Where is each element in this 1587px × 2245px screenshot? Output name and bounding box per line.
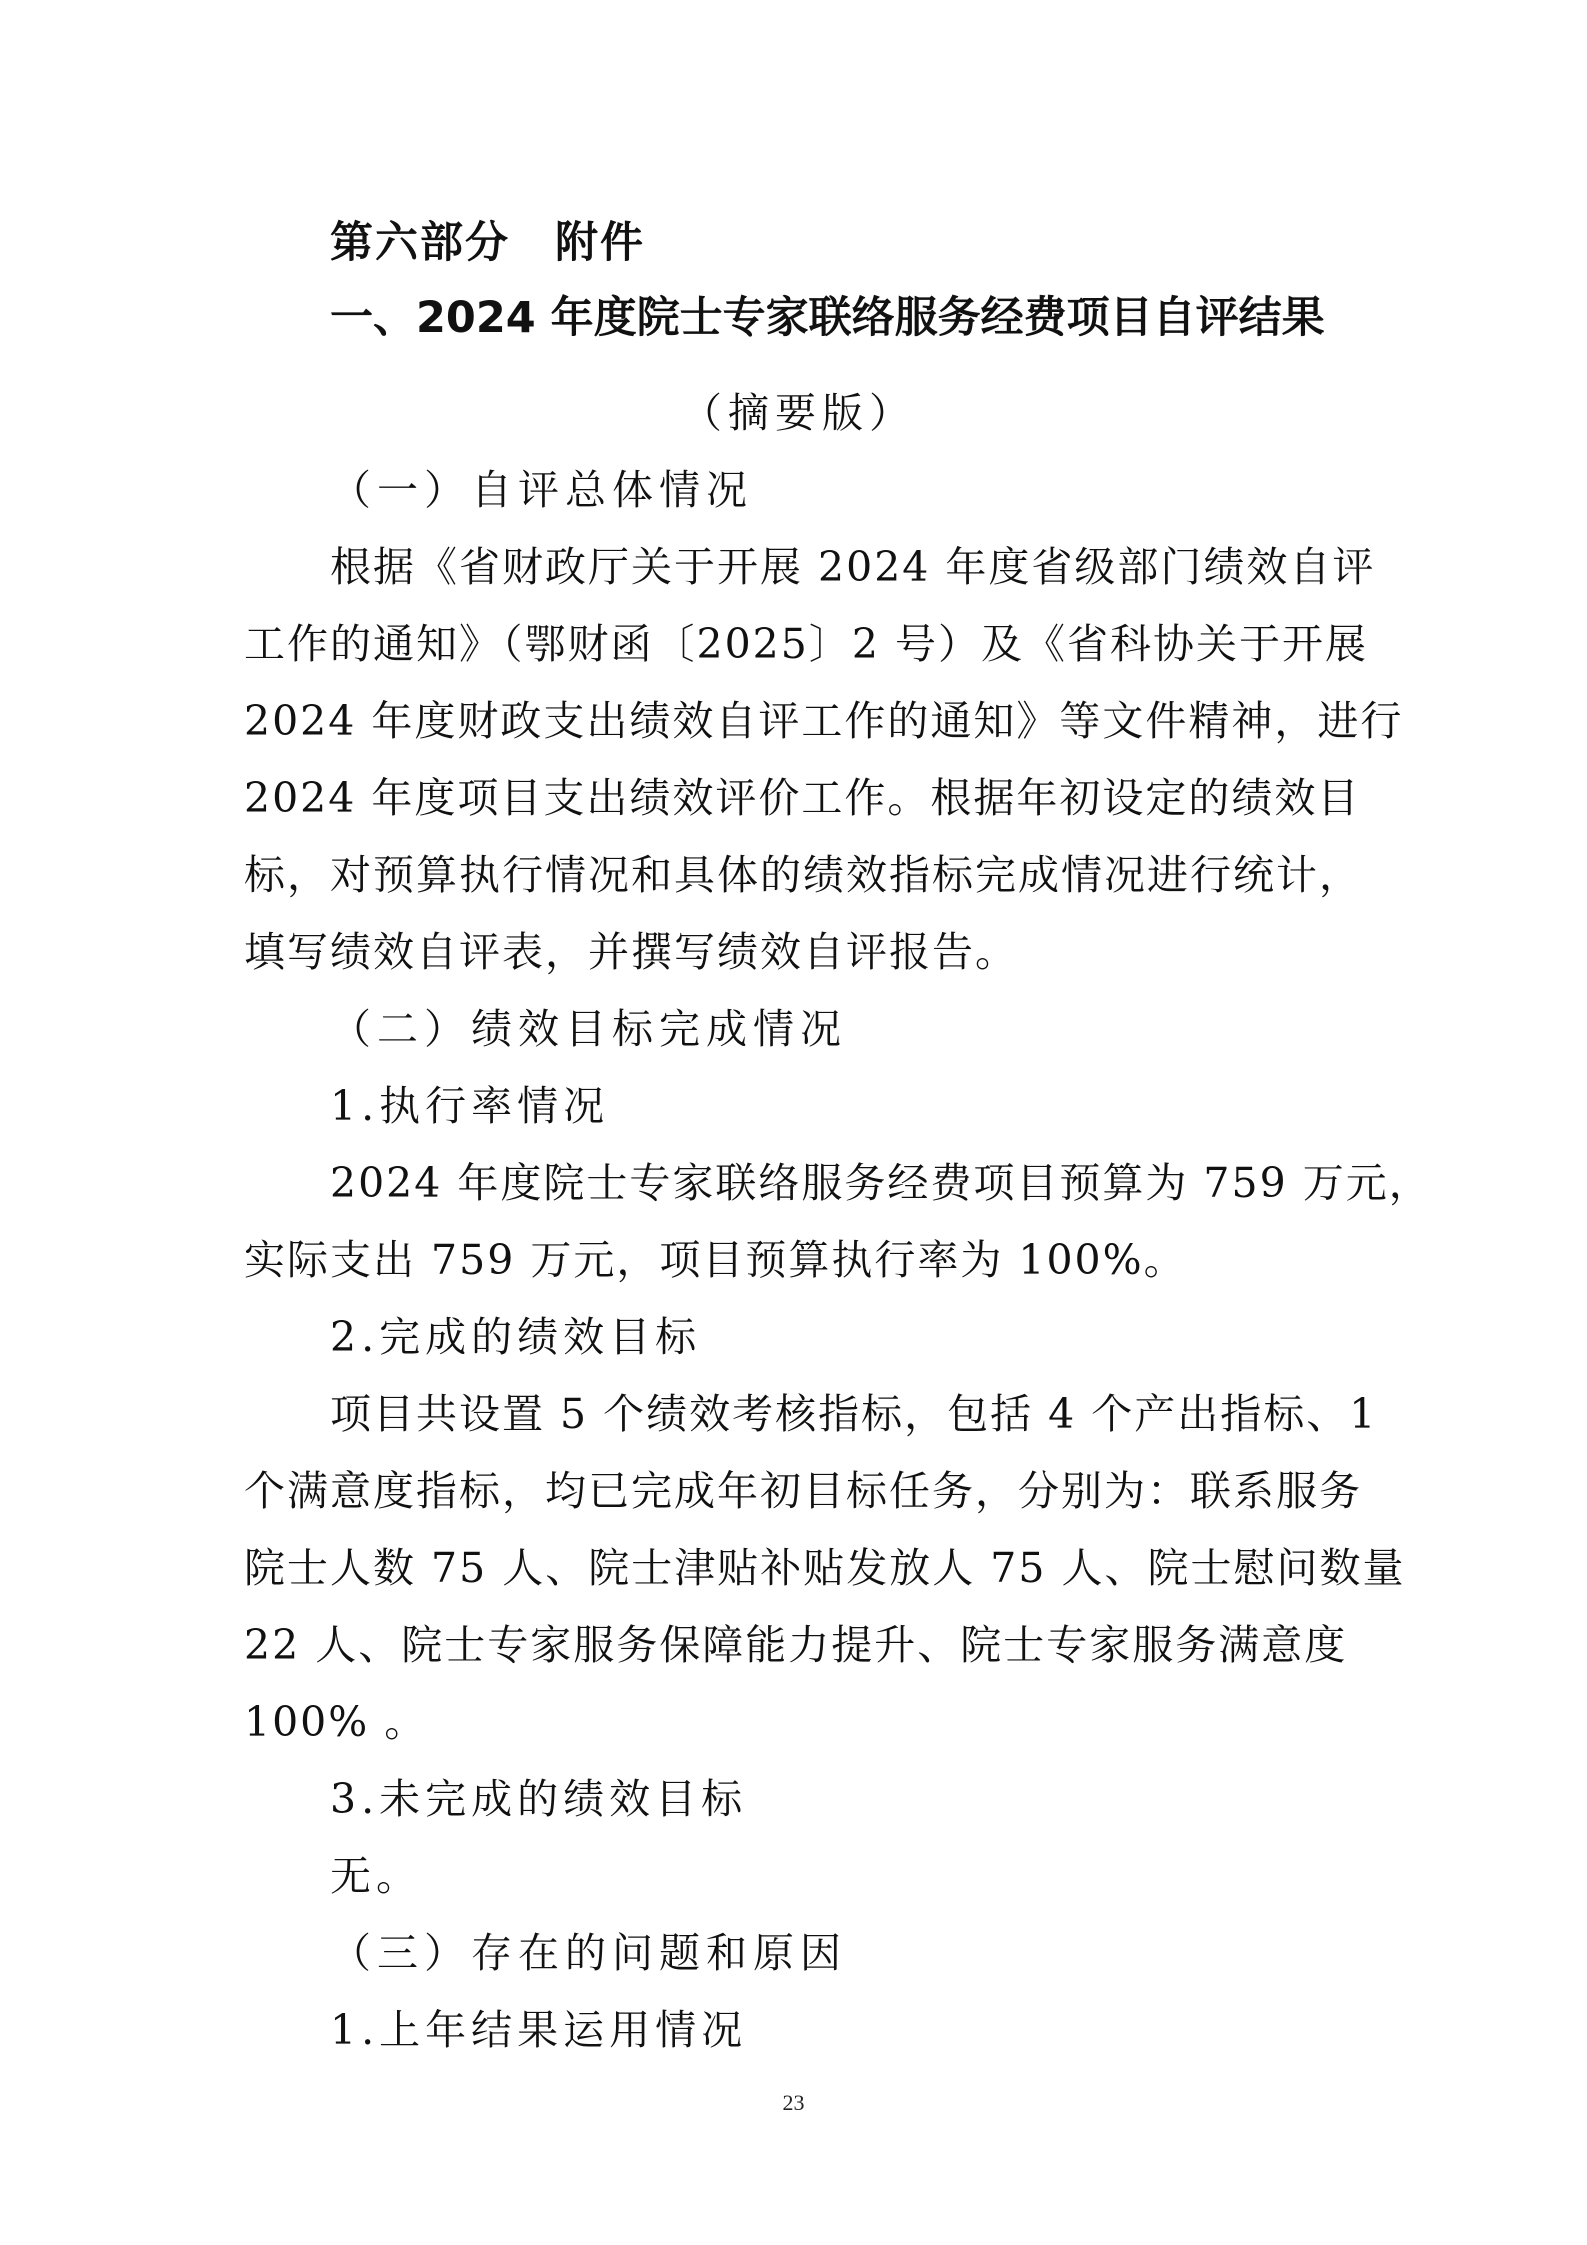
page-number: 23 bbox=[782, 2090, 805, 2115]
main-title: 一、2024 年度院士专家联络服务经费项目自评结果 bbox=[330, 293, 1325, 343]
section1-line-4: 2024 年度项目支出绩效评价工作。根据年初设定的绩效目 bbox=[244, 774, 1361, 822]
section1-line-2: 工作的通知》（鄂财函〔2025〕2 号）及《省科协关于开展 bbox=[244, 620, 1368, 668]
section2-heading: （二）绩效目标完成情况 bbox=[330, 1005, 847, 1053]
section1-line-1: 根据《省财政厅关于开展 2024 年度省级部门绩效自评 bbox=[330, 543, 1376, 591]
section1-line-5: 标，对预算执行情况和具体的绩效指标完成情况进行统计， bbox=[244, 851, 1362, 899]
section1-line-6: 填写绩效自评表，并撰写绩效自评报告。 bbox=[244, 928, 1018, 976]
item2-line-2: 个满意度指标，均已完成年初目标任务，分别为：联系服务 bbox=[244, 1467, 1362, 1515]
item1-line-1: 2024 年度院士专家联络服务经费项目预算为 759 万元， bbox=[330, 1159, 1432, 1207]
item3-heading: 3.未完成的绩效目标 bbox=[330, 1775, 748, 1823]
item3-text: 无。 bbox=[330, 1852, 422, 1900]
item1-heading: 1.执行率情况 bbox=[330, 1082, 610, 1130]
section1-heading: （一）自评总体情况 bbox=[330, 466, 753, 514]
section3-item1-heading: 1.上年结果运用情况 bbox=[330, 2006, 748, 2054]
section1-line-3: 2024 年度财政支出绩效自评工作的通知》等文件精神，进行 bbox=[244, 697, 1404, 745]
item2-heading: 2.完成的绩效目标 bbox=[330, 1313, 702, 1361]
item2-line-1: 项目共设置 5 个绩效考核指标，包括 4 个产出指标、1 bbox=[330, 1390, 1378, 1438]
item2-line-4: 22 人、院士专家服务保障能力提升、院士专家服务满意度 bbox=[244, 1621, 1348, 1669]
subtitle: （摘要版） bbox=[681, 389, 916, 437]
item2-line-3: 院士人数 75 人、院士津贴补贴发放人 75 人、院士慰问数量 bbox=[244, 1544, 1406, 1592]
part-title: 第六部分 附件 bbox=[330, 218, 645, 268]
item1-line-2: 实际支出 759 万元，项目预算执行率为 100%。 bbox=[244, 1236, 1187, 1284]
section3-heading: （三）存在的问题和原因 bbox=[330, 1929, 847, 1977]
item2-line-5: 100% 。 bbox=[244, 1698, 428, 1746]
